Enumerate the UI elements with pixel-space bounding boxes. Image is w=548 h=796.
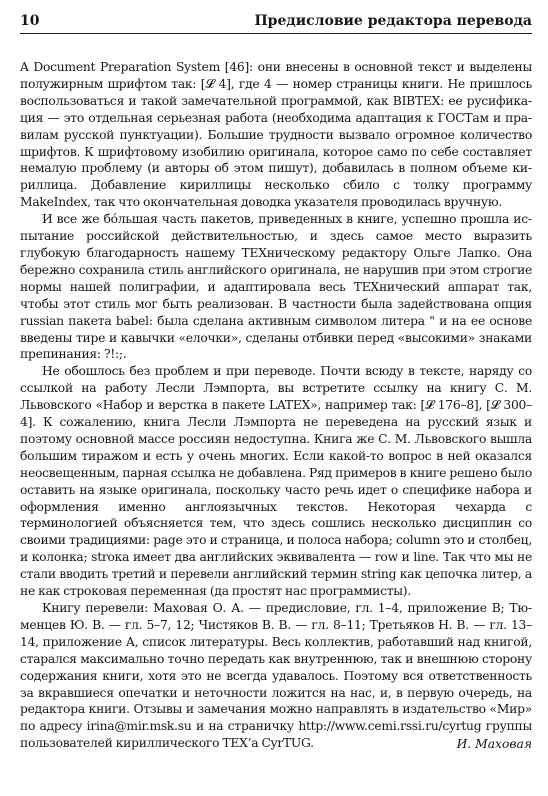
signature: И. Маховая: [456, 737, 532, 751]
paragraph-4: Книгу перевели: Маховая О. А. — предисловие, гл. 1–4, приложение В; Тюменцев Ю. В. — гл. 5–7, 12; Чистяков В. В. — гл. 8–11; Третьяков Н. В. — гл. 13–14, приложение А, список литературы. Весь коллектив, работавший над книгой, старался максимально точно передать как внутреннюю, так и внешнюю сторону содержания книги, хотя это не всегда удавалось. Поэтому вся ответственность за вкравшиеся опечатки и неточности ложится на нас, и, в первую очередь, на редактора книги. Отзывы и замечания можно направлять в издательство «Мир» по адресу irina@mir.msk.su и на страничку http://www.cemi.rssi.ru/cyrtug группы пользователей кириллического TEX’а CyrTUG.: [20, 601, 532, 751]
body-text: [20, 59, 532, 752]
page-number: 10: [20, 13, 40, 29]
paragraph-2: И все же бо́льшая часть пакетов, приведенных в книге, успешно прошла испытание российской действительностью, и здесь самое место выразить глубокую благодарность нашему TEXническому редактору Ольге Лапко. Она бережно сохранила стиль английского оригинала, не нарушив при этом строгие нормы нашей полиграфии, и адаптировала весь TEXнический аппарат так, чтобы этот стиль мог быть реализован. В частности была задействована опция russian пакета babel: была сделана активным символом литера " и на ее основе введены тире и кавычки «елочки», сделаны отбивки перед «высокими» знаками препинания: ?!:;.: [20, 212, 532, 362]
header-rule: [20, 33, 532, 34]
running-header: [20, 12, 532, 30]
paragraph-3: Не обошлось без проблем и при переводе. Почти всюду в тексте, наряду со ссылкой на работу Лесли Лэмпорта, вы встретите ссылку на книгу С. М. Львовского «Набор и верстка в пакете LATEX», например так: [𝓛 176–8], [𝓛 300–4]. К сожалению, книга Лесли Лэмпорта не переведена на русский язык и поэтому основной массе россиян недоступна. Книга же С. М. Львовского вышла большим тиражом и есть у очень многих. Если какой-то вопрос в ней оказался неосвещенным, парная ссылка не добавлена. Ряд примеров в книге решено было оставить на языке оригинала, поскольку часто речь идет о специфике набора и оформления именно англоязычных текстов. Некоторая чехарда с терминологией объясняется тем, что здесь сошлись несколько дисциплин со своими традициями: page это и страница, и полоса набора; column это и столбец, и колонка; strока имеет два английских эквивалента — row и line. Так что мы не стали вводить третий и перевели английский термин string как цепочка литер, а не как строковая переменная (да простят нас программисты).: [20, 364, 532, 599]
paragraph-1: A Document Preparation System [46]: они внесены в основной текст и выделены полужирным шрифтом так: [𝓛 4], где 4 — номер страницы книги. Не пришлось воспользоваться и такой замечательной программой, как BIBTEX: ее русификация — это отдельная серьезная работа (необходима адаптация к ГОСТам и правилам русской пунктуации). Большие трудности вызвало огромное количество шрифтов. К шрифтовому изобилию оригинала, которое само по себе составляет немалую проблему (и авторы об этом пишут), добавилась в полном объеме кириллица. Добавление кириллицы несколько сбило с толку программу MakeIndex, так что окончательная доводка указателя проводилась вручную.: [20, 60, 532, 210]
running-title: Предисловие редактора перевода: [254, 13, 532, 29]
